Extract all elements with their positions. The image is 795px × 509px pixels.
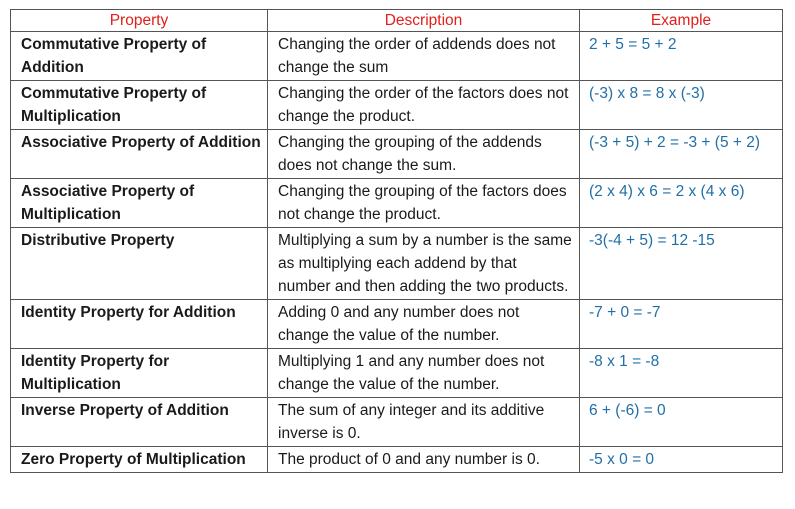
table-row — [11, 447, 783, 473]
property-cell: Commutative Property of Addition — [11, 32, 268, 81]
property-cell: Zero Property of Multiplication — [11, 447, 268, 473]
property-cell: Identity Property for Addition — [11, 300, 268, 349]
example-cell: (-3) x 8 = 8 x (-3) — [580, 81, 783, 130]
property-cell: Identity Property for Multiplication — [11, 349, 268, 398]
property-cell: Inverse Property of Addition — [11, 398, 268, 447]
property-cell: Distributive Property — [11, 228, 268, 300]
example-cell: (-3 + 5) + 2 = -3 + (5 + 2) — [580, 130, 783, 179]
table-row — [11, 349, 783, 398]
description-cell: Multiplying 1 and any number does not change the value of the number. — [268, 349, 580, 398]
table-row — [11, 398, 783, 447]
example-cell: 6 + (-6) = 0 — [580, 398, 783, 447]
example-cell: -8 x 1 = -8 — [580, 349, 783, 398]
description-cell: The product of 0 and any number is 0. — [268, 447, 580, 473]
header-description: Description — [268, 10, 580, 32]
table-row — [11, 32, 783, 81]
header-property: Property — [11, 10, 268, 32]
description-cell: Changing the order of addends does not change the sum — [268, 32, 580, 81]
description-cell: The sum of any integer and its additive inverse is 0. — [268, 398, 580, 447]
property-cell: Associative Property of Multiplication — [11, 179, 268, 228]
example-cell: -7 + 0 = -7 — [580, 300, 783, 349]
table-row — [11, 300, 783, 349]
description-cell: Changing the order of the factors does not change the product. — [268, 81, 580, 130]
header-row — [11, 10, 783, 32]
description-cell: Changing the grouping of the factors does not change the product. — [268, 179, 580, 228]
example-cell: -3(-4 + 5) = 12 -15 — [580, 228, 783, 300]
example-cell: 2 + 5 = 5 + 2 — [580, 32, 783, 81]
example-cell: (2 x 4) x 6 = 2 x (4 x 6) — [580, 179, 783, 228]
property-cell: Associative Property of Addition — [11, 130, 268, 179]
header-example: Example — [580, 10, 783, 32]
example-cell: -5 x 0 = 0 — [580, 447, 783, 473]
description-cell: Adding 0 and any number does not change the value of the number. — [268, 300, 580, 349]
description-cell: Multiplying a sum by a number is the same as multiplying each addend by that number and then adding the two products. — [268, 228, 580, 300]
table-row — [11, 81, 783, 130]
table-row — [11, 130, 783, 179]
table-row — [11, 179, 783, 228]
description-cell: Changing the grouping of the addends does not change the sum. — [268, 130, 580, 179]
property-cell: Commutative Property of Multiplication — [11, 81, 268, 130]
properties-table — [10, 9, 783, 473]
table-row — [11, 228, 783, 300]
